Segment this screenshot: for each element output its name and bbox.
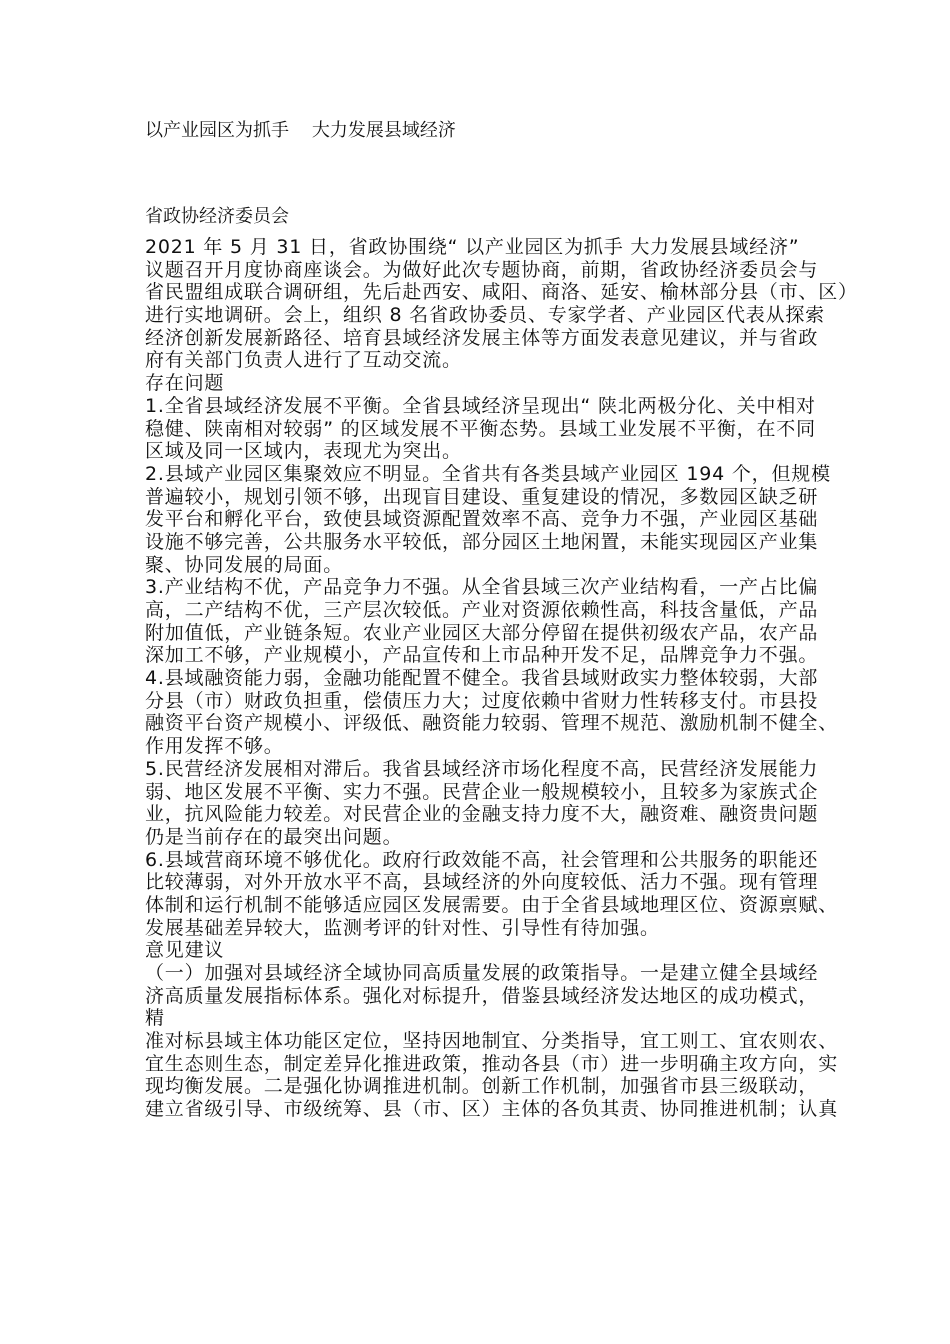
body-text-line: 6.县域营商环境不够优化。政府行政效能不高，社会管理和公共服务的职能还 (145, 848, 819, 871)
body-text-line: 经济创新发展新路径、培育县域经济发展主体等方面发表意见建议，并与省政 (145, 326, 819, 349)
body-text-line: 府有关部门负责人进行了互动交流。 (145, 349, 462, 372)
body-text-line: 稳健、陕南相对较弱” 的区域发展不平衡态势。县域工业发展不平衡，在不同 (145, 417, 816, 440)
body-text-line: 宜生态则生态，制定差异化推进政策，推动各县（市）进一步明确主攻方向，实 (145, 1052, 839, 1075)
body-text-line: 比较薄弱，对外开放水平不高，县域经济的外向度较低、活力不强。现有管理 (145, 871, 819, 894)
body-text-line: 5.民营经济发展相对滞后。我省县域经济市场化程度不高，民营经济发展能力 (145, 757, 819, 780)
body-text-line: 深加工不够，产业规模小，产品宣传和上市品种开发不足，品牌竞争力不强。 (145, 644, 819, 667)
body-text-line: 1.全省县域经济发展不平衡。全省县域经济呈现出“ 陕北两极分化、关中相对 (145, 394, 816, 417)
body-text-line: 省民盟组成联合调研组，先后赴西安、咸阳、商洛、延安、榆林部分县（市、区） (145, 281, 858, 304)
body-text-line: 3.产业结构不优，产品竞争力不强。从全省县域三次产业结构看，一产占比偏 (145, 576, 819, 599)
body-text-line: 济高质量发展指标体系。强化对标提升，借鉴县域经济发达地区的成功模式， (145, 984, 819, 1007)
body-text-line: 议题召开月度协商座谈会。为做好此次专题协商，前期，省政协经济委员会与 (145, 258, 819, 281)
body-text-line: 作用发挥不够。 (145, 735, 284, 758)
document-organization: 省政协经济委员会 (145, 206, 289, 227)
body-text-line: 发平台和孵化平台，致使县域资源配置效率不高、竞争力不强，产业园区基础 (145, 508, 819, 531)
body-text-line: 建立省级引导、市级统筹、县（市、区）主体的各负其责、协同推进机制；认真 (145, 1098, 839, 1121)
body-text-line: 进行实地调研。会上，组织 8 名省政协委员、专家学者、产业园区代表从探索 (145, 304, 825, 327)
body-text-line: 业，抗风险能力较差。对民营企业的金融支持力度不大，融资难、融资贵问题 (145, 803, 819, 826)
body-text-line: 4.县域融资能力弱，金融功能配置不健全。我省县域财政实力整体较弱，大部 (145, 667, 819, 690)
body-text-line: 现均衡发展。二是强化协调推进机制。创新工作机制，加强省市县三级联动， (145, 1075, 819, 1098)
body-text-line: 2021 年 5 月 31 日，省政协围绕“ 以产业园区为抓手 大力发展县域经济” (145, 236, 800, 258)
body-text-line: （一）加强对县域经济全域协同高质量发展的政策指导。一是建立健全县域经 (145, 962, 819, 984)
body-text-line: 设施不够完善，公共服务水平较低，部分园区土地闲置，未能实现园区产业集 (145, 530, 819, 553)
body-text-line: 分县（市）财政负担重，偿债压力大；过度依赖中省财力性转移支付。市县投 (145, 689, 819, 712)
body-text-line: 仍是当前存在的最突出问题。 (145, 825, 403, 848)
body-text-line: 高，二产结构不优，三产层次较低。产业对资源依赖性高，科技含量低，产品 (145, 599, 819, 621)
body-text-line: 体制和运行机制不能够适应园区发展需要。由于全省县域地理区位、资源禀赋、 (145, 893, 839, 916)
body-text-line: 2.县域产业园区集聚效应不明显。全省共有各类县域产业园区 194 个，但规模 (145, 462, 831, 485)
body-text-line: 意见建议 (145, 939, 225, 962)
body-text-line: 普遍较小，规划引领不够，出现盲目建设、重复建设的情况，多数园区缺乏研 (145, 485, 819, 508)
body-text-line: 准对标县域主体功能区定位，坚持因地制宜、分类指导，宜工则工、宜农则农、 (145, 1030, 839, 1053)
document-body (145, 236, 858, 1121)
body-text-line: 聚、协同发展的局面。 (145, 553, 344, 576)
body-text-line: 精 (145, 1007, 165, 1030)
body-text-line: 融资平台资产规模小、评级低、融资能力较弱、管理不规范、激励机制不健全、 (145, 712, 839, 735)
document-title: 以产业园区为抓手 大力发展县域经济 (145, 120, 456, 141)
body-text-line: 区域及同一区域内，表现尤为突出。 (145, 440, 462, 463)
body-text-line: 附加值低，产业链条短。农业产业园区大部分停留在提供初级农产品，农产品 (145, 621, 819, 644)
body-text-line: 弱、地区发展不平衡、实力不强。民营企业一般规模较小，且较多为家族式企 (145, 780, 819, 803)
body-text-line: 存在问题 (145, 372, 225, 395)
body-text-line: 发展基础差异较大，监测考评的针对性、引导性有待加强。 (145, 916, 660, 939)
